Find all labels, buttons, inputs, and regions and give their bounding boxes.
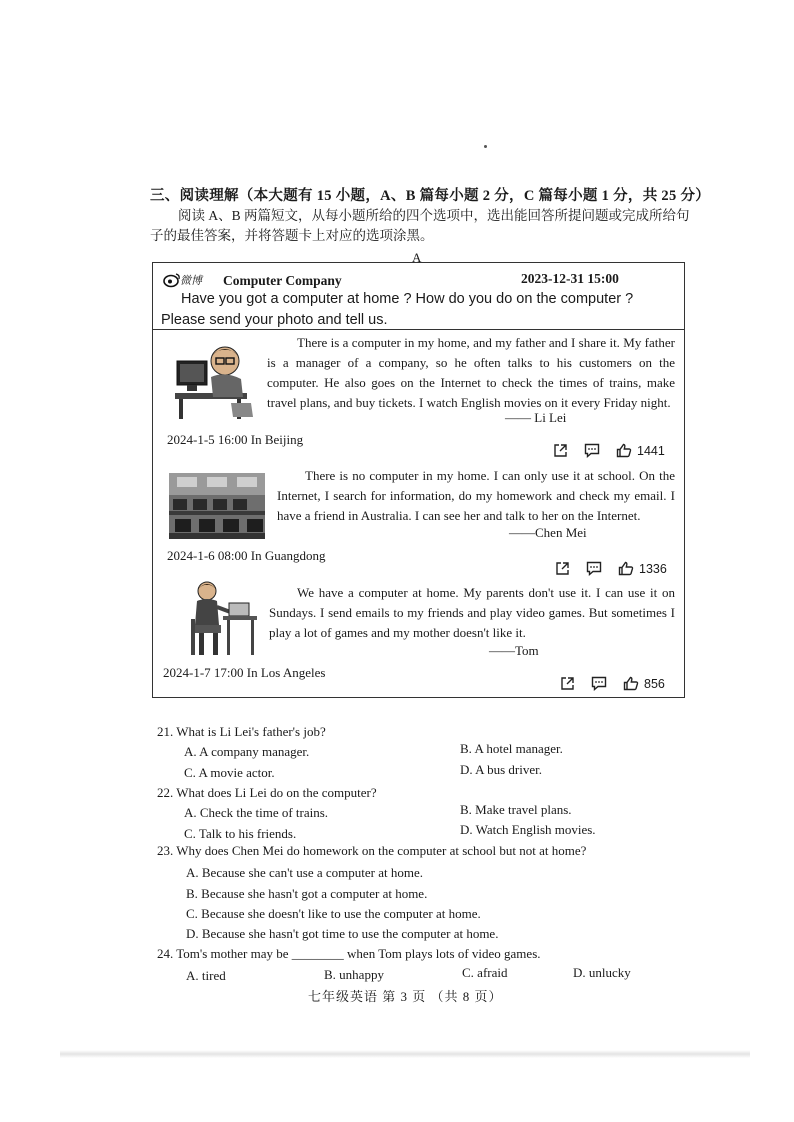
like-icon[interactable] xyxy=(623,676,639,691)
weibo-post-card xyxy=(152,262,685,698)
company-name: Computer Company xyxy=(223,273,342,288)
instructions: 阅读 A、B 两篇短文，从每小题所给的四个选项中，选出能回答所提问题或完成所给句子的最佳答案，并将答题卡上对应的选项涂黑。 xyxy=(150,208,690,243)
question-23-stem: 23. Why does Chen Mei do homework on the computer at school but not at home? xyxy=(157,843,587,858)
post-2-actions xyxy=(555,561,667,576)
post-time: 2023-12-31 15:00 xyxy=(521,271,619,286)
section-title: 三、阅读理解（本大题有 15 小题，A、B 篇每小题 2 分，C 篇每小题 1 分，共 25 分） xyxy=(150,188,711,204)
post-1-meta: 2024-1-5 16:00 In Beijing xyxy=(167,432,304,447)
card-header xyxy=(153,263,684,330)
question-24-option-b[interactable]: B. unhappy xyxy=(324,967,384,982)
post-3-signature: ——Tom xyxy=(489,643,539,658)
page-footer: 七年级英语 第 3 页 （共 8 页） xyxy=(308,989,503,1004)
question-22-option-d[interactable]: D. Watch English movies. xyxy=(460,822,596,837)
question-21-option-a[interactable]: A. A company manager. xyxy=(184,744,310,759)
question-23-option-b[interactable]: B. Because she hasn't got a computer at home. xyxy=(186,886,428,901)
question-22-option-c[interactable]: C. Talk to his friends. xyxy=(184,826,297,841)
post-prompt: Have you got a computer at home ? How do you do on the computer ? Please send your photo and tell us. xyxy=(161,291,634,328)
question-24-stem: 24. Tom's mother may be ________ when Tom plays lots of video games. xyxy=(157,946,541,961)
post-3-likes: 856 xyxy=(644,676,665,691)
comment-icon[interactable] xyxy=(586,561,602,576)
post-1-likes: 1441 xyxy=(637,443,665,458)
li-lei-illustration xyxy=(175,341,259,426)
like-icon[interactable] xyxy=(618,561,634,576)
scan-edge-shadow xyxy=(60,1050,750,1058)
question-21-option-c[interactable]: C. A movie actor. xyxy=(184,765,275,780)
post-2-text: There is no computer in my home. I can only use it at school. On the Internet, I search for information, do my homework and check my email. I have a friend in Australia. I can see her and talk to her on the Internet. xyxy=(277,468,675,523)
question-22-option-a[interactable]: A. Check the time of trains. xyxy=(184,805,329,820)
question-21-option-d[interactable]: D. A bus driver. xyxy=(460,762,542,777)
comment-icon[interactable] xyxy=(584,443,600,458)
question-21-stem: 21. What is Li Lei's father's job? xyxy=(157,724,326,739)
post-1-text: There is a computer in my home, and my father and I share it. My father is a manager of a company, so he often talks to his customers on the computer. He also goes on the Internet to check the times of trains, make travel plans, and buy tickets. I watch English movies on it every Friday night. xyxy=(267,335,675,410)
share-icon[interactable] xyxy=(553,443,568,458)
like-icon[interactable] xyxy=(616,443,632,458)
post-3-actions xyxy=(560,676,665,691)
post-3-text: We have a computer at home. My parents don't use it. I can use it on Sundays. I send emails to my friends and play video games. But sometimes I play a lot of games and my mother doesn't like it. xyxy=(269,585,675,640)
post-2-likes: 1336 xyxy=(639,561,667,576)
question-22-stem: 22. What does Li Lei do on the computer? xyxy=(157,785,377,800)
post-1-actions xyxy=(553,443,665,458)
question-23-option-d[interactable]: D. Because she hasn't got time to use the computer at home. xyxy=(186,926,499,941)
question-23-option-c[interactable]: C. Because she doesn't like to use the computer at home. xyxy=(186,906,481,921)
tom-illustration xyxy=(189,579,259,662)
classroom-photo xyxy=(169,473,265,544)
question-22-option-b[interactable]: B. Make travel plans. xyxy=(460,802,572,817)
post-2-meta: 2024-1-6 08:00 In Guangdong xyxy=(167,548,326,563)
question-24-option-d[interactable]: D. unlucky xyxy=(573,965,631,980)
share-icon[interactable] xyxy=(560,676,575,691)
question-23-option-a[interactable]: A. Because she can't use a computer at home. xyxy=(186,865,423,880)
scan-speck xyxy=(484,145,487,148)
post-1-signature: —— Li Lei xyxy=(505,410,567,425)
post-3-meta: 2024-1-7 17:00 In Los Angeles xyxy=(163,665,326,680)
weibo-logo: 微博 xyxy=(163,272,207,288)
comment-icon[interactable] xyxy=(591,676,607,691)
post-2-signature: ——Chen Mei xyxy=(509,525,587,540)
question-24-option-c[interactable]: C. afraid xyxy=(462,965,508,980)
passage-label: A xyxy=(412,250,422,265)
question-24-option-a[interactable]: A. tired xyxy=(186,968,226,983)
question-21-option-b[interactable]: B. A hotel manager. xyxy=(460,741,563,756)
share-icon[interactable] xyxy=(555,561,570,576)
